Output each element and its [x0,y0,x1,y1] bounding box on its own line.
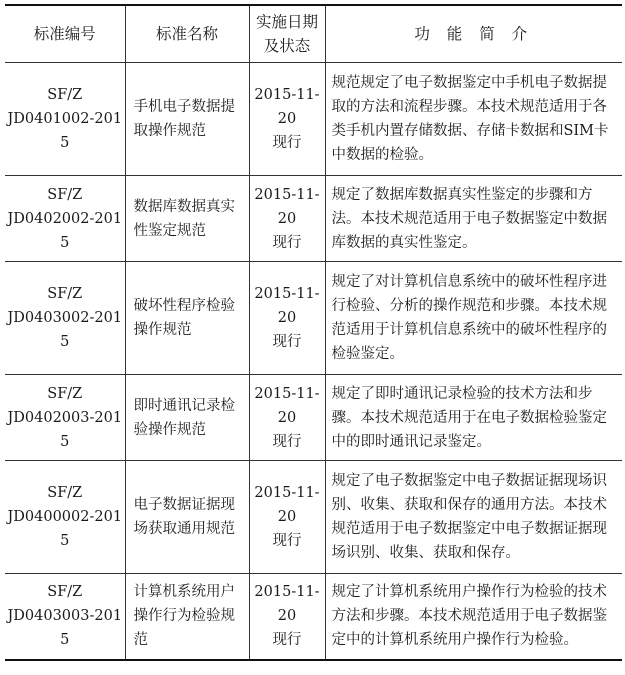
status-label: 现行 [272,632,302,649]
header-date-status [249,5,325,63]
date-status-cell [249,176,325,262]
effective-date: 2015-11-20 [254,87,320,127]
standard-name-cell: 破坏性程序检验操作规范 [125,262,249,375]
effective-date: 2015-11-20 [254,385,320,426]
effective-date: 2015-11-20 [254,286,320,326]
table-row [5,375,622,461]
standard-number-cell [5,176,125,262]
date-status-cell [249,461,325,574]
function-description-cell: 规范规定了电子数据鉴定中手机电子数据提取的方法和流程步骤。本技术规范适用于各类手机内置存储数据、存储卡数据和SIM卡中数据的检验。 [325,63,622,176]
date-status-cell [249,262,325,375]
header-standard-name: 标准名称 [125,5,249,63]
standard-name-cell: 手机电子数据提取操作规范 [125,63,249,176]
standard-number-prefix: SF/Z [47,186,83,203]
standard-number-prefix: SF/Z [47,385,83,402]
date-status-cell [249,375,325,461]
table-row [5,262,622,375]
standard-number-code: JD0402003-2015 [7,409,123,450]
effective-date: 2015-11-20 [254,186,320,227]
status-label: 现行 [272,533,302,549]
function-description-cell: 规定了数据库数据真实性鉴定的步骤和方法。本技术规范适用于电子数据鉴定中数据库数据的真实性鉴定。 [325,176,622,262]
standard-name-cell: 计算机系统用户操作行为检验规范 [125,574,249,660]
function-description-cell: 规定了电子数据鉴定中电子数据证据现场识别、收集、获取和保存的通用方法。本技术规范适用于电子数据鉴定中电子数据证据现场识别、收集、获取和保存。 [325,461,622,574]
function-description-cell: 规定了即时通讯记录检验的技术方法和步骤。本技术规范适用于在电子数据检验鉴定中的即时通讯记录鉴定。 [325,375,622,461]
table-row [5,461,622,574]
status-label: 现行 [272,135,302,151]
header-date-line2: 及状态 [263,37,311,55]
status-label: 现行 [272,334,302,350]
standard-number-cell [5,262,125,375]
date-status-cell [249,63,325,176]
function-description-cell: 规定了计算机系统用户操作行为检验的技术方法和步骤。本技术规范适用于电子数据鉴定中的计算机系统用户操作行为检验。 [325,574,622,660]
standard-number-code: JD0402002-2015 [7,210,123,251]
status-label: 现行 [272,234,302,251]
effective-date: 2015-11-20 [254,584,320,625]
table-row [5,176,622,262]
table-row [5,63,622,176]
function-description-cell: 规定了对计算机信息系统中的破坏性程序进行检验、分析的操作规范和步骤。本技术规范适用于计算机信息系统中的破坏性程序的检验鉴定。 [325,262,622,375]
standards-table [5,4,622,661]
standard-number-prefix: SF/Z [47,87,83,103]
standards-table-container [5,4,622,661]
table-row [5,574,622,660]
standard-number-prefix: SF/Z [47,485,83,501]
standard-number-prefix: SF/Z [47,584,83,601]
standard-number-code: JD0403003-2015 [7,608,123,649]
standard-number-prefix: SF/Z [47,286,83,302]
header-row [5,5,622,63]
header-function: 功 能 简 介 [325,5,622,63]
standard-name-cell: 数据库数据真实性鉴定规范 [125,176,249,262]
standard-number-code: JD0401002-2015 [7,111,123,151]
table-header [5,5,622,63]
standard-number-code: JD0400002-2015 [7,509,123,549]
status-label: 现行 [272,433,302,450]
header-standard-number: 标准编号 [5,5,125,63]
header-date-line1: 实施日期 [255,13,318,31]
standard-number-cell [5,375,125,461]
standard-number-cell [5,574,125,660]
standard-name-cell: 即时通讯记录检验操作规范 [125,375,249,461]
standard-number-code: JD0403002-2015 [7,310,123,350]
table-body [5,63,622,660]
date-status-cell [249,574,325,660]
effective-date: 2015-11-20 [254,485,320,525]
standard-name-cell: 电子数据证据现场获取通用规范 [125,461,249,574]
standard-number-cell [5,461,125,574]
standard-number-cell [5,63,125,176]
